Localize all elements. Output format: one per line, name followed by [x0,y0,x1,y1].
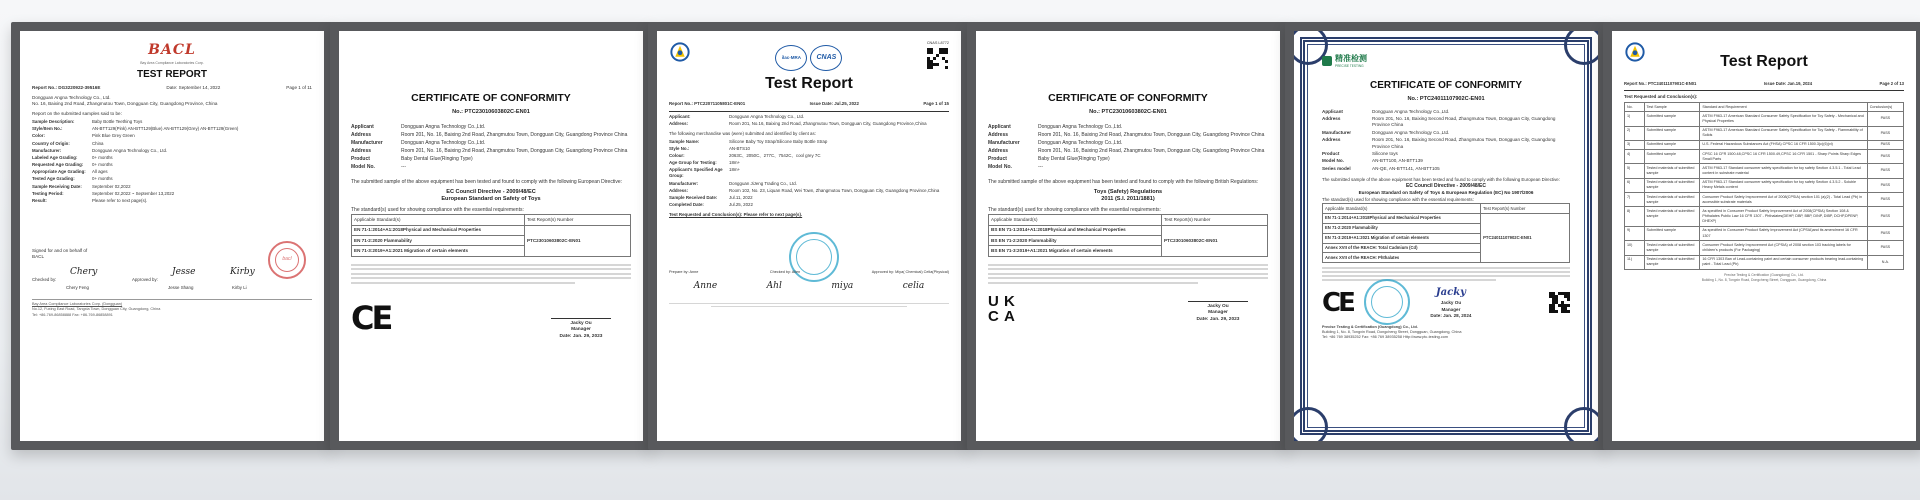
field-value: Silicone Baby Toy Strap/Silicone Baby Bottle Strap [729,138,828,144]
page-number: Page 1 of 11 [286,85,312,91]
field-label: Address [351,131,372,138]
table-cell: 16 CFR 1303 Ban of Lead-containing paint and certain consumer products bearing lead-containing paint - Total Lead (Pb) [1700,255,1867,269]
table-cell: Submitted sample [1644,150,1700,164]
table-cell: PASS [1867,126,1903,140]
field-value: 0+ months [92,154,113,160]
field-value: Room 201, No.16, Baixing 2nd Road, Zhangmutou Town, Dongguan City, Guangdong Province,China [729,121,927,127]
field-label: Applicant's Specified Age Group: [669,167,723,179]
field-label: Applicant [351,123,374,130]
field-label: Testing Period: [32,190,64,196]
table-cell: 8) [1625,207,1645,227]
ce-mark: CE [351,298,391,337]
table-cell: N.A. [1867,255,1903,269]
field-row [669,146,949,152]
field-value: 18m+ [729,167,741,173]
field-row [988,132,1268,139]
field-label: Completed Date: [669,202,704,208]
field-row [32,155,312,161]
field-row [988,156,1268,163]
table-cell: U.S. Federal Hazardous Substances Act (FHSA) CPSC 16 CFR 1500.3(c)(6)(vi) [1700,140,1867,149]
bacl-seal: bacl [268,241,306,279]
field-value: Pink Blue Grey Green [92,133,135,139]
field-row [1322,137,1570,150]
field-label: Model No. [988,163,1012,170]
report-date: Date: September 14, 2022 [166,85,221,91]
table-row [1625,126,1904,140]
field-row [32,169,312,175]
table-cell: PASS [1867,112,1903,126]
table-cell: 11) [1625,255,1645,269]
cnas-badge: CNAS [810,45,842,71]
field-label: Address [351,147,372,154]
field-value: AN-BTT129(Pink) AN-BTT129(Blue) AN-BTT129(Grey) AN-BTT129(Green) [92,126,239,132]
table-cell: 6) [1625,178,1645,192]
field-value: Room 201, No. 16, Baixing 2nd Road, Zhangmutou Town, Dongguan City, Guangdong Province China [401,131,628,138]
field-value: Baby Dental Glue(Ringing Type) [401,155,473,162]
report-header: ilac-MRA CNAS CNAS L8772 [669,41,949,85]
field-row [669,139,949,145]
table-cell: 7) [1625,193,1645,207]
table-cell: PASS [1867,226,1903,240]
table-cell: PASS [1867,150,1903,164]
field-row [351,156,631,163]
field-row [669,121,949,127]
certificate-frame-4[interactable] [967,22,1289,450]
table-cell: PASS [1867,193,1903,207]
field-value: Dongguan Angna Technology Co.,Ltd. [1372,108,1450,114]
field-label: Manufacturer: [32,147,62,153]
signature-block: Jacky Jacky Ou Manager Date: Jan. 28, 2024 [1430,287,1472,319]
signatures: Anne Ahl miya celia [693,281,925,292]
field-label: Applicant [1322,108,1343,114]
field-row [351,148,631,155]
field-row [351,132,631,139]
field-row [669,202,949,208]
table-cell: ASTM F963-17 American Standard Consumer Safety Specification for Toy Safety - Flammability of Solids [1700,126,1867,140]
field-label: Requested Age Grading: [32,162,84,168]
field-row [32,191,312,197]
applicant-fields [351,124,631,171]
sample-fields [669,139,949,209]
certificate-title: CERTIFICATE OF CONFORMITY [1369,79,1523,91]
field-label: Colour: [669,152,685,158]
field-label: Address [1322,115,1341,121]
field-row [988,148,1268,155]
field-value: Jul.11, 2022 [729,194,753,200]
field-value: Dongguan Angna Technology Co.,Ltd. [1038,139,1123,146]
field-value: 2063C、2050C、277C、7542C、cool grey 7C [729,152,821,158]
field-value: China [92,140,104,146]
report-title: TEST REPORT [136,69,207,81]
table-cell: Submitted sample [1644,226,1700,240]
field-value: Please refer to next page(s). [92,197,148,203]
field-value: Baby Bottle Teething Toys [92,119,143,125]
field-value: Dongguan Angna Technology Co.,Ltd. [1038,123,1123,130]
applicant-fields [669,114,949,127]
certificate-number: No.: PTC23010603802C-EN01 [452,108,530,115]
field-row [351,124,631,131]
field-value: Silicone toys [1372,151,1398,157]
report-number: Report No.: DG3220922-39516E [32,85,101,91]
field-value: --- [1038,163,1043,170]
field-value: Dongguan Angna Technology Co., Ltd. [729,114,805,120]
ce-mark: CE [1322,287,1353,318]
table-row [1625,207,1904,227]
field-row [32,141,312,147]
ptc-seal [1364,279,1410,325]
field-label: Tested Age Grading: [32,176,75,182]
field-value: AN-BTS10 [729,145,750,151]
directive: EC Council Directive - 2009/48/EC [446,188,536,195]
field-row [669,181,949,187]
ukca-certificate: CERTIFICATE OF CONFORMITY No.: PTC23010603802C-EN01 Applicant Dongguan Angna Technology Co.,Ltd. Address Room 201, No. 16, Baixing 2nd Road, Zhangmutou Town, Dongguan City, Guangdong Province China Manufacturer Dongguan Angna Technology Co.,Ltd. Address Room 201, No. 16, Baixing 2nd Road, Zhangmutou Town, Dongguan City, Guangdong Province China Product Baby Dental Glue(Ringing Type) Model No. --- The submitted sample of the above equipment has been tested and found to comply with the following British Regulations: Toys (Safety) Regulations 2011 (S.I. 2011/1881) The standard(s) used for showing compliance with the essential requirements: Applicable Standard(s) Test Report(s) Number BS EN 71-1:2014+A1:2018Physical and Mechanical Properties PTC23010603802C-EN01 BS EN 71-2:2020 Flammability BS EN 71-3:2019+A1:2021 Migration of certain elements U K C A Jacky Ou Manager Date: Jan. 29, 2023 [976,31,1280,441]
signature-block: Jacky Ou Manager Date: Jan. 29, 2023 [1188,301,1248,324]
ornate-ce-certificate: 精准检测 PRECISE TESTING CERTIFICATE OF CONFORMITY No.: PTC24011107902C-EN01 Applicant Dongguan Angna Technology Co.,Ltd. Address Room 201, No. 16, Baixing Second Road, Zhangmutou Town, Dongguan City, Guangdong Province China Manufacturer Dongguan Angna Technology Co.,Ltd. Address Room 201, No. 16, Baixing Second Road, Zhangmutou Town, Dongguan City, Guangdong Province China Product Silicone toys Model No. AN-BTT100, AN-BTT139 Series model AN-QE, AN-BTT141, AN-BTT105 The submitted sample of the above equipment has been tested and found to comply with the following European Directive: EC Council Directive - 2009/48/EC European Standard on Safety of Toys & European Regulation (EC) No 1907/2006 The standard(s) used for showing compliance with the essential requirements: Applicable Standard(s) Test Report(s) Number EN 71-1:2014+A1:2018Physical and Mechanical Properties PTC24011107902C-EN01 EN 71-2:2020 Flammability EN 71-3:2019+A1:2021 Migration of certain elements Annex XVII of the REACH: Total Cadmium (Cd) Annex XVII of the REACH: Phthalates CE Jacky Jacky Ou Manager Date: Jan. 28, 2024 Precise Testing & Certification (Guangdong) Co., Ltd. Building 1, No. 8, Tongxin Road, Dongcheng Street, Dongguan, Guangdong, China Tel: +86 769 38935252 Fax: +86 769 38935258 Http://www.ptc-testing.com [1294,31,1598,441]
field-row [32,133,312,139]
field-value: 0+ months [92,176,113,182]
standards-table: Applicable Standard(s) Test Report(s) Number BS EN 71-1:2014+A1:2018Physical and Mechanical Properties PTC23010603802C-EN01 BS EN 71-2:2020 Flammability BS EN 71-3:2019+A1:2021 Migration of certain elements [988,214,1268,257]
signed-block: Signed for and on behalf of BACL [32,248,88,260]
standards-table: Applicable Standard(s) Test Report(s) Number EN 71-1:2014+A1:2018Physical and Mechanical Properties PTC24011107902C-EN01 EN 71-2:2020 Flammability EN 71-3:2019+A1:2021 Migration of certain elements Annex XVII of the REACH: Total Cadmium (Cd) Annex XVII of the REACH: Phthalates [1322,203,1570,263]
field-value: All ages [92,169,108,175]
field-row [32,198,312,204]
field-value: Room 201, No. 16, Baixing Second Road, Zhangmutou Town, Dongguan City, Guangdong Province China [1372,115,1556,128]
field-label: Style/Item No.: [32,126,63,132]
certificate-frame-6[interactable] [1603,22,1920,450]
table-cell: Consumer Product Safety Improvement Act (CPSIA) of 2008 section 103 tracking labels for children's products (For Packaging) [1700,241,1867,255]
field-value: Room 201, No. 16, Baixing 2nd Road, Zhangmutou Town, Dongguan City, Guangdong Province China [401,147,628,154]
standards-table: Applicable Standard(s) Test Report(s) Number EN 71-1:2014+A1:2018Physical and Mechanical Properties PTC23010603802C-EN01 EN 71-2:2020 Flammability EN 71-3:2019+A1:2021 Migration of certain elements [351,214,631,257]
certificate-number: No.: PTC23010603802C-EN01 [1089,108,1167,115]
field-value: 0+ months [92,162,113,168]
signatures: bacl Checked by: Chery Chery Feng Approved by: Jesse Jesse Shang Kirby Kirby Li [32,261,312,299]
field-row [1322,151,1570,157]
field-row [32,126,312,132]
certificate-title: CERTIFICATE OF CONFORMITY [1048,92,1208,104]
table-cell: 1) [1625,112,1645,126]
section-title: Test Requested and Conclusion(s): [1624,93,1698,99]
field-label: Manufacturer [351,139,383,146]
conclusions-table: No. Test Sample Standard and Requirement Conclusion(s) 1) Submitted sample ASTM F963-17 American Standard Consumer Safety Specification for Toy Safety - Mechanical and Physical Properties PASS 2) Submitted sample ASTM F963-17 American Standard Consumer Safety Specification for Toy Safety - Flammability of Solids PASS 3) Submitted sample U.S. Federal Hazardous Substances Act (FHSA) CPSC 16 CFR 1500.3(c)(6)(vi) PASS 4) Submitted sample CPSC 16 CFR 1500.48,CPSC 16 CFR 1500.49,CPSC 16 CFR 1501 - Sharp Points Sharp Edges Small Parts PASS 5) Tested materials of submitted sample ASTM F963-17 Standard consumer safety specification for toy safety Section 4.3.5.1 - Total Lead content in substrate material PASS 6) Tested materials of submitted sample ASTM F963-17 Standard consumer safety specification for toy safety Section 4.3.5.2 - Soluble Heavy Metals content PASS 7) Tested materials of submitted sample Consumer Product Safety Improvement Act of 2008(CPSIA) section 101 (a)(2) - Total Lead (Pb) in accessible substrate materials PASS 8) Tested materials of submitted sample As specified in Consumer Product Safety Improvement Act of 2008(CPSIA) Section 108 & Phthalates Public Law 16 CFR 1307 - Phthalates(DEHP, DBP, BBP, DINP, DIBP, DCHP,DPENP, DHEXP) PASS 9) Submitted sample As specified in Consumer Product Safety Improvement Act (CPSIA)and its amendment 16 CFR 1307 PASS 10) Tested materials of submitted sample Consumer Product Safety Improvement Act (CPSIA) of 2008 section 103 tracking labels for children's products (For Packaging) PASS 11) Tested materials of submitted sample 16 CFR 1303 Ban of Lead-containing paint and certain consumer products bearing lead-containing paint - Total Lead (Pb) N.A. [1624,102,1904,270]
field-label: Address: [669,187,689,193]
table-cell: 2) [1625,126,1645,140]
field-label: Address [1322,137,1341,143]
certificate-frame-3[interactable] [648,22,970,450]
report-title: Test Report [765,75,853,92]
certificate-title: CERTIFICATE OF CONFORMITY [411,92,571,104]
field-row [32,148,312,154]
field-value: Dongguan Angna Technology Co.,Ltd. [401,123,486,130]
ptc-logo-icon [669,41,691,63]
ptc-footer: Precise Testing & Certification (Guangdong) Co., Ltd. Building 1, No. 8, Tongxin Road, Dongcheng Street, Dongguan, Guangdong, China Tel: +86 769 38935252 Fax: +86 769 38935258 Http://www.ptc-testing.com [1322,325,1462,340]
field-row [669,153,949,159]
field-row [988,124,1268,131]
field-label: Country of Origin: [32,140,70,146]
field-row [1322,116,1570,129]
table-cell: 3) [1625,140,1645,149]
field-value: Dongguan Angna Technology Co., Ltd. [92,147,168,153]
table-cell: Submitted sample [1644,112,1700,126]
qr-code [927,48,949,69]
field-label: Model No. [1322,158,1344,164]
field-value: Room 201, No. 16, Baixing 2nd Road, Zhangmutou Town, Dongguan City, Guangdong Province China [1038,131,1265,138]
field-value: AN-BTT100, AN-BTT139 [1372,158,1423,164]
field-label: Appropriate Age Grading: [32,169,86,175]
table-cell: PASS [1867,178,1903,192]
table-cell: ASTM F963-17 Standard consumer safety specification for toy safety Section 4.3.5.1 - Total Lead content in substrate material [1700,164,1867,178]
table-cell: As specified in Consumer Product Safety Improvement Act (CPSIA)and its amendment 16 CFR 1307 [1700,226,1867,240]
qr-code [1549,292,1570,313]
field-row [988,164,1268,171]
table-row [1625,164,1904,178]
ptc-logo-icon [1624,41,1646,63]
field-value: Dongguan Angna Technology Co.,Ltd. [1372,129,1450,135]
field-row [32,184,312,190]
field-label: Series model [1322,165,1351,171]
field-label: Applicant [988,123,1011,130]
table-cell: PASS [1867,207,1903,227]
conclusion: Test Requested and Conclusion(s): Please refer to next page(s). [669,212,803,218]
certificate-frame-1[interactable] [11,22,333,450]
field-row [1322,130,1570,136]
field-label: Age Group for Testing: [669,160,717,166]
field-row [1322,166,1570,172]
table-row [1625,255,1904,269]
applicant-fields [1322,109,1570,173]
field-value: Jul.25, 2022 [729,202,753,208]
report-title: Test Report [1720,53,1808,70]
table-cell: Tested materials of submitted sample [1644,193,1700,207]
table-cell: 10) [1625,241,1645,255]
bacl-footer: Bay Area Compliance Laboratories Corp. (Dongguan) No.12, Fuxing East Road, Tangxia Town, Dongguan City, Guangdong, China Tel: +86-769-86858888 Fax: +86-769-86858891 [32,299,312,318]
field-label: Address [988,131,1009,138]
table-cell: Submitted sample [1644,126,1700,140]
field-label: Product [988,155,1007,162]
field-value: 18m+ [729,160,741,166]
table-cell: Tested materials of submitted sample [1644,241,1700,255]
field-label: Sample Name: [669,138,700,144]
field-label: Manufacturer [988,139,1020,146]
field-label: Address [988,147,1009,154]
field-row [669,160,949,166]
field-label: Model No. [351,163,375,170]
field-label: Manufacturer: [669,180,699,186]
table-row [1625,193,1904,207]
table-cell: PASS [1867,241,1903,255]
ilac-mra-badge: ilac-MRA [775,45,807,71]
table-row [1625,241,1904,255]
client-block: Dongguan Angna Technology Co., Ltd. No. 16, Baixing 2nd Road, Zhangmutou Town, Dongguan City, Guangdong Province, China Report on the submitted samples said to be: [32,94,218,116]
applicant-fields [988,124,1268,171]
regulation: Toys (Safety) Regulations [1093,188,1163,195]
field-value: September 02,2022 [92,183,131,189]
field-row [669,195,949,201]
field-row [32,119,312,125]
field-label: Applicant: [669,114,691,120]
field-value: Room 102, No. 23, Liquan Road, Wei Town, Zhangmutou Town, Dongguan City, Guangdong Province,China [729,187,940,193]
field-label: Sample Receiving Date: [32,183,82,189]
field-value: September 02,2022 ~ September 13,2022 [92,190,175,196]
ce-certificate: CERTIFICATE OF CONFORMITY No.: PTC23010603802C-EN01 Applicant Dongguan Angna Technology Co.,Ltd. Address Room 201, No. 16, Baixing 2nd Road, Zhangmutou Town, Dongguan City, Guangdong Province China Manufacturer Dongguan Angna Technology Co.,Ltd. Address Room 201, No. 16, Baixing 2nd Road, Zhangmutou Town, Dongguan City, Guangdong Province China Product Baby Dental Glue(Ringing Type) Model No. --- The submitted sample of the above equipment has been tested and found to comply with the following European Directive: EC Council Directive - 2009/48/EC European Standard on Safety of Toys The standard(s) used for showing compliance with the essential requirements: Applicable Standard(s) Test Report(s) Number EN 71-1:2014+A1:2018Physical and Mechanical Properties PTC23010603802C-EN01 EN 71-2:2020 Flammability EN 71-3:2019+A1:2021 Migration of certain elements CE Jacky Ou Manager Date: Jan. 29, 2023 [339,31,643,441]
table-row [1625,178,1904,192]
field-value: --- [401,163,406,170]
sample-fields [32,119,312,204]
table-cell: CPSC 16 CFR 1500.48,CPSC 16 CFR 1500.49,CPSC 16 CFR 1501 - Sharp Points Sharp Edges Small Parts [1700,150,1867,164]
field-row [351,164,631,171]
ukca-mark: U K C A [988,292,1015,325]
table-row [1625,140,1904,149]
field-row [988,140,1268,147]
field-value: Room 201, No. 16, Baixing Second Road, Zhangmutou Town, Dongguan City, Guangdong Province China [1372,137,1556,149]
field-value: Baby Dental Glue(Ringing Type) [1038,155,1110,162]
field-value: Dongguan Angna Technology Co.,Ltd. [401,139,486,146]
field-row [32,162,312,168]
field-label: Result: [32,197,47,203]
table-cell: Tested materials of submitted sample [1644,164,1700,178]
field-row [351,140,631,147]
certificate-frame-2[interactable] [330,22,652,450]
bacl-test-report [20,31,324,441]
field-value: Room 201, No. 16, Baixing 2nd Road, Zhangmutou Town, Dongguan City, Guangdong Province China [1038,147,1265,154]
table-cell: PASS [1867,140,1903,149]
field-label: Sample Description: [32,119,75,125]
table-row [1625,226,1904,240]
table-row [1625,150,1904,164]
table-cell: Tested materials of submitted sample [1644,255,1700,269]
field-label: Labeled Age Grading: [32,154,78,160]
table-cell: Tested materials of submitted sample [1644,207,1700,227]
field-row [32,176,312,182]
table-cell: 9) [1625,226,1645,240]
table-cell: 4) [1625,150,1645,164]
table-cell: Tested materials of submitted sample [1644,178,1700,192]
field-label: Product [1322,151,1340,157]
ptc-test-report-conclusions: Test Report Report No.: PTC24011107901C-EN01 Issue Date: Jan.19, 2024 Page 2 of 13 Test Requested and Conclusion(s): No. Test Sample Standard and Requirement Conclusion(s) 1) Submitted sample ASTM F963-17 American Standard Consumer Safety Specification for Toy Safety - Mechanical and Physical Properties PASS 2) Submitted sample ASTM F963-17 American Standard Consumer Safety Specification for Toy Safety - Flammability of Solids PASS 3) Submitted sample U.S. Federal Hazardous Substances Act (FHSA) CPSC 16 CFR 1500.3(c)(6)(vi) PASS 4) Submitted sample CPSC 16 CFR 1500.48,CPSC 16 CFR 1500.49,CPSC 16 CFR 1501 - Sharp Points Sharp Edges Small Parts PASS 5) Tested materials of submitted sample ASTM F963-17 Standard consumer safety specification for toy safety Section 4.3.5.1 - Total Lead content in substrate material PASS 6) Tested materials of submitted sample ASTM F963-17 Standard consumer safety specification for toy safety Section 4.3.5.2 - Soluble Heavy Metals content PASS 7) Tested materials of submitted sample Consumer Product Safety Improvement Act of 2008(CPSIA) section 101 (a)(2) - Total Lead (Pb) in accessible substrate materials PASS 8) Tested materials of submitted sample As specified in Consumer Product Safety Improvement Act of 2008(CPSIA) Section 108 & Phthalates Public Law 16 CFR 1307 - Phthalates(DEHP, DBP, BBP, DINP, DIBP, DCHP,DPENP, DHEXP) PASS 9) Submitted sample As specified in Consumer Product Safety Improvement Act (CPSIA)and its amendment 16 CFR 1307 PASS 10) Tested materials of submitted sample Consumer Product Safety Improvement Act (CPSIA) of 2008 section 103 tracking labels for children's products (For Packaging) PASS 11) Tested materials of submitted sample 16 CFR 1303 Ban of Lead-containing paint and certain consumer products bearing lead-containing paint - Total Lead (Pb) N.A. Precise Testing & Certification (Guangdong) Co., Ltd. Building 1, No. 8, Tongxin Road, Dongcheng Street, Dongguan, Guangdong, China [1612,31,1916,441]
table-cell: ASTM F963-17 Standard consumer safety specification for toy safety Section 4.3.5.2 - Soluble Heavy Metals content [1700,178,1867,192]
field-row [1322,109,1570,115]
field-row [1322,158,1570,164]
table-cell: PASS [1867,164,1903,178]
bacl-logo: BACL Bay Area Compliance Laboratories Corp. [140,42,204,65]
field-label: Sample Received Date: [669,194,718,200]
field-value: AN-QE, AN-BTT141, AN-BTT105 [1372,165,1440,171]
field-label: Manufacturer [1322,129,1352,135]
table-cell: Submitted sample [1644,140,1700,149]
field-label: Color: [32,133,45,139]
field-row [669,114,949,120]
field-row [669,167,949,179]
certificate-frame-5[interactable] [1285,22,1607,450]
precise-testing-logo: 精准检测 PRECISE TESTING [1322,53,1570,69]
table-cell: As specified in Consumer Product Safety Improvement Act of 2008(CPSIA) Section 108 & Phthalates Public Law 16 CFR 1307 - Phthalates(DEHP, DBP, BBP, DINP, DIBP, DCHP,DPENP, DHEXP) [1700,207,1867,227]
table-cell: ASTM F963-17 American Standard Consumer Safety Specification for Toy Safety - Mechanical and Physical Properties [1700,112,1867,126]
field-label: Product [351,155,370,162]
field-value: Dongguan JiJeng Trading Co., Ltd. [729,180,797,186]
table-cell: Consumer Product Safety Improvement Act of 2008(CPSIA) section 101 (a)(2) - Total Lead (Pb) in accessible substrate materials [1700,193,1867,207]
field-label: Address: [669,121,689,127]
table-row [1625,112,1904,126]
signature-block: Jacky Ou Manager Date: Jan. 29, 2023 [551,318,611,341]
field-label: Style No.: [669,145,690,151]
field-row [669,188,949,194]
certificate-number: No.: PTC24011107902C-EN01 [1407,95,1485,102]
table-cell: 5) [1625,164,1645,178]
ptc-test-report: ilac-MRA CNAS CNAS L8772 Test Report Report No.: PTC22071105801C-EN01 Issue Date: Jul.25, 2022 Page 1 of 15 Applicant: Dongguan Angna Technology Co., Ltd. Address: Room 201, No.16, Baixing 2nd Road, Zhangmutou Town, Dongguan City, Guangdong Province,China The following merchandise was (were) submitted and identified by client as: Sample Name: Silicone Baby Toy Strap/Silicone Baby Bottle Strap Style No.: AN-BTS10 Colour: 2063C、2050C、277C、7542C、cool grey 7C Age Group for Testing: 18m+ Applicant's Specified Age Group: 18m+ Manufacturer: Dongguan JiJeng Trading Co., Ltd. Address: Room 102, No. 23, Liquan Road, Wei Town, Zhangmutou Town, Dongguan City, Guangdong Province,China Sample Received Date: Jul.11, 2022 Completed Date: Jul.25, 2022 Test Requested and Conclusion(s): Please refer to next page(s). Prepare by: Anne Checked by: Allen Approved by: Miya( Chemical) Celia(Physical) Anne Ahl miya celia [657,31,961,441]
